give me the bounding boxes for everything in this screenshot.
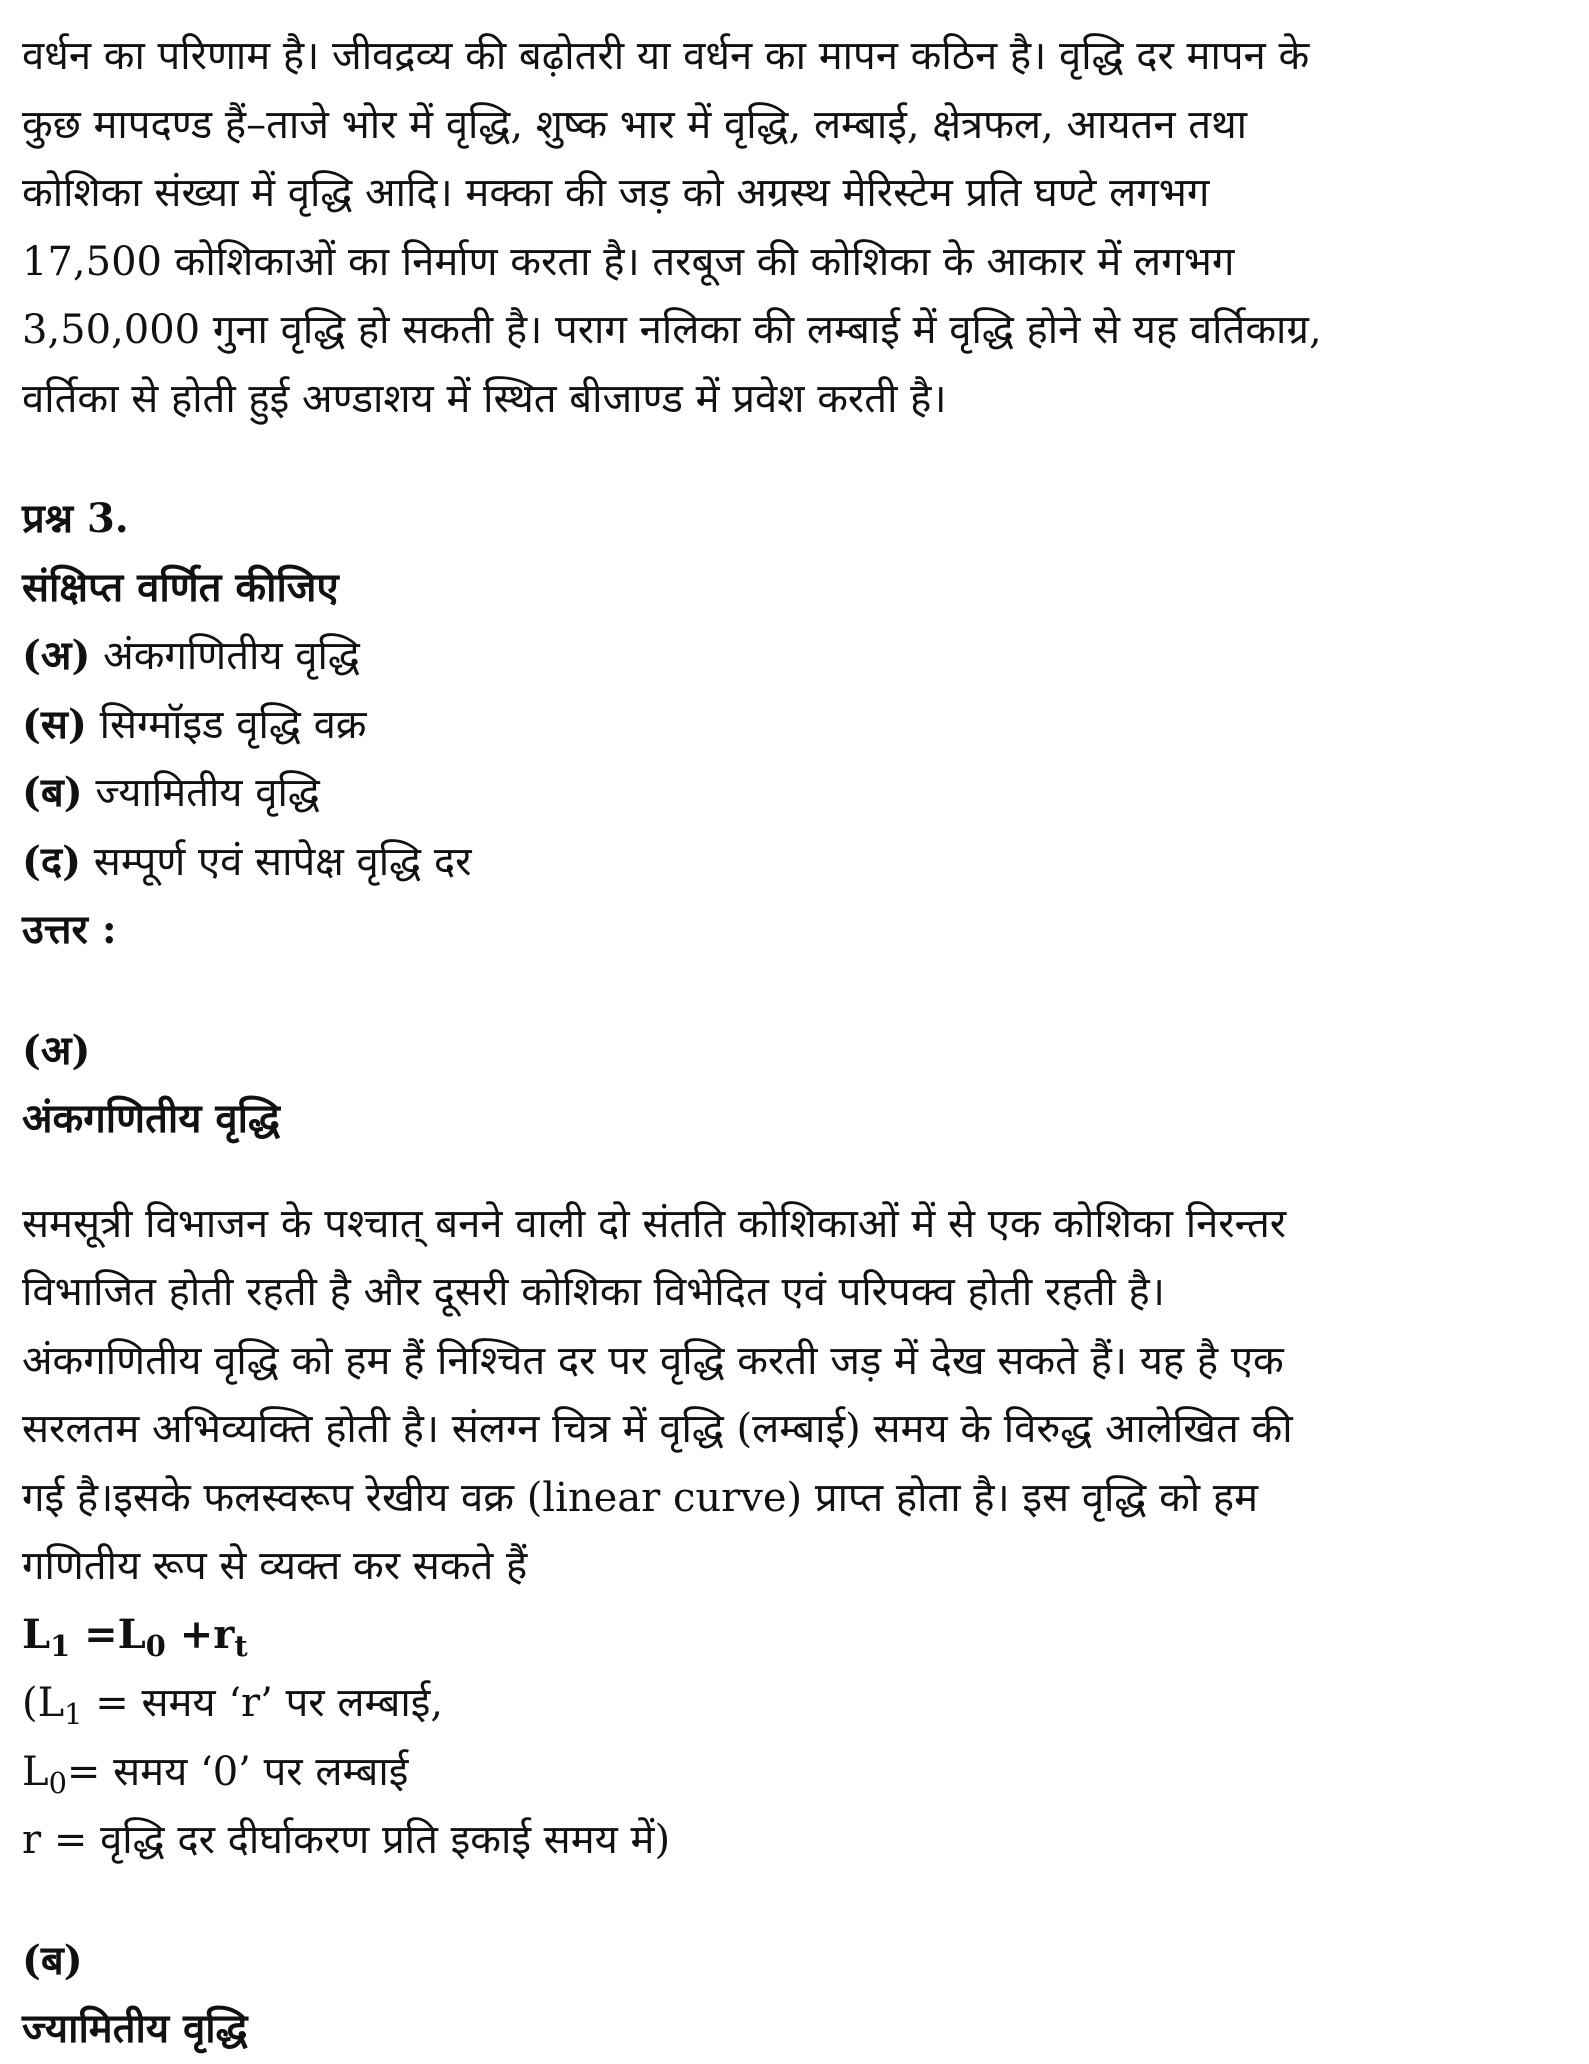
section-a bbox=[22, 1017, 1567, 1875]
intro-paragraph bbox=[22, 22, 1567, 433]
growth-formula: $L_1 =L_0 +r_t$ bbox=[22, 1610, 248, 1663]
spacer bbox=[22, 1154, 1567, 1190]
paragraph-line: वर्धन का परिणाम है। जीवद्रव्य की बढ़ोतरी या वर्धन का मापन कठिन है। वृद्धि दर मापन के bbox=[22, 33, 1310, 79]
section-heading: ज्यामितीय वृद्धि bbox=[22, 2005, 248, 2052]
section-heading: अंकगणितीय वृद्धि bbox=[22, 1095, 280, 1142]
part-text: अंकगणितीय वृद्धि bbox=[90, 633, 360, 679]
paragraph-line: कोशिका संख्या में वृद्धि आदि। मक्का की जड़ को अग्रस्थ मेरिस्टेम प्रति घण्टे लगभग bbox=[22, 170, 1210, 216]
paragraph-line: 17,500 कोशिकाओं का निर्माण करता है। तरबूज की कोशिका के आकार में लगभग bbox=[22, 238, 1235, 285]
paragraph-line: अंकगणितीय वृद्धि को हम हैं निश्चित दर पर वृद्धि करती जड़ में देख सकते हैं। यह है एक bbox=[22, 1337, 1284, 1384]
paragraph-line: गई है।इसके फलस्वरूप रेखीय वक्र (linear curve) प्राप्त होता है। इस वृद्धि को हम bbox=[22, 1474, 1259, 1521]
question-number: प्रश्न 3. bbox=[22, 495, 129, 542]
spacer bbox=[22, 433, 1567, 485]
spacer bbox=[22, 1875, 1567, 1927]
spacer bbox=[22, 965, 1567, 1017]
part-text: सम्पूर्ण एवं सापेक्ष वृद्धि दर bbox=[81, 838, 472, 885]
paragraph-line: गणितीय रूप से व्यक्त कर सकते हैं bbox=[22, 1543, 528, 1589]
paragraph-line: सरलतम अभिव्यक्ति होती है। संलग्न चित्र में वृद्धि (लम्बाई) समय के विरुद्ध आलेखित की bbox=[22, 1406, 1293, 1452]
formula-definition: r = वृद्धि दर दीर्घाकरण प्रति इकाई समय में) bbox=[22, 1817, 671, 1863]
part-label: (ब) bbox=[22, 769, 83, 816]
paragraph-line: वर्तिका से होती हुई अण्डाशय में स्थित बीजाण्ड में प्रवेश करती है। bbox=[22, 375, 947, 422]
answer-label: उत्तर : bbox=[22, 906, 117, 953]
part-text: ज्यामितीय वृद्धि bbox=[82, 770, 320, 816]
question-part bbox=[22, 691, 1567, 760]
section-paragraph bbox=[22, 1190, 1567, 1601]
question-part bbox=[22, 828, 1567, 897]
question-block bbox=[22, 485, 1567, 965]
section-b bbox=[22, 1927, 1567, 2064]
part-label: (अ) bbox=[22, 632, 91, 679]
paragraph-line: 3,50,000 गुना वृद्धि हो सकती है। पराग नलिका की लम्बाई में वृद्धि होने से यह वर्तिकाग्र, bbox=[22, 307, 1322, 353]
formula-definition: $L_0=$ समय ‘0’ पर लम्बाई bbox=[22, 1748, 409, 1800]
section-label: (अ) bbox=[22, 1026, 91, 1074]
section-label: (ब) bbox=[22, 1936, 83, 1984]
part-label: (स) bbox=[22, 700, 87, 748]
paragraph-line: कुछ मापदण्ड हैं–ताजे भोर में वृद्धि, शुष्क भार में वृद्धि, लम्बाई, क्षेत्रफल, आयतन तथा bbox=[22, 101, 1247, 148]
question-part bbox=[22, 622, 1567, 691]
question-part bbox=[22, 759, 1567, 828]
part-label: (द) bbox=[22, 837, 82, 885]
formula-definition: ($L_1$ = समय ‘r’ पर लम्बाई, bbox=[22, 1680, 444, 1732]
paragraph-line: विभाजित होती रहती है और दूसरी कोशिका विभेदित एवं परिपक्व होती रहती है। bbox=[22, 1269, 1165, 1315]
paragraph-line: समसूत्री विभाजन के पश्चात् बनने वाली दो संतति कोशिकाओं में से एक कोशिका निरन्तर bbox=[22, 1200, 1287, 1247]
question-prompt: संक्षिप्त वर्णित कीजिए bbox=[22, 563, 339, 611]
part-text: सिग्मॉइड वृद्धि वक्र bbox=[86, 701, 367, 748]
document-page bbox=[22, 22, 1567, 2064]
